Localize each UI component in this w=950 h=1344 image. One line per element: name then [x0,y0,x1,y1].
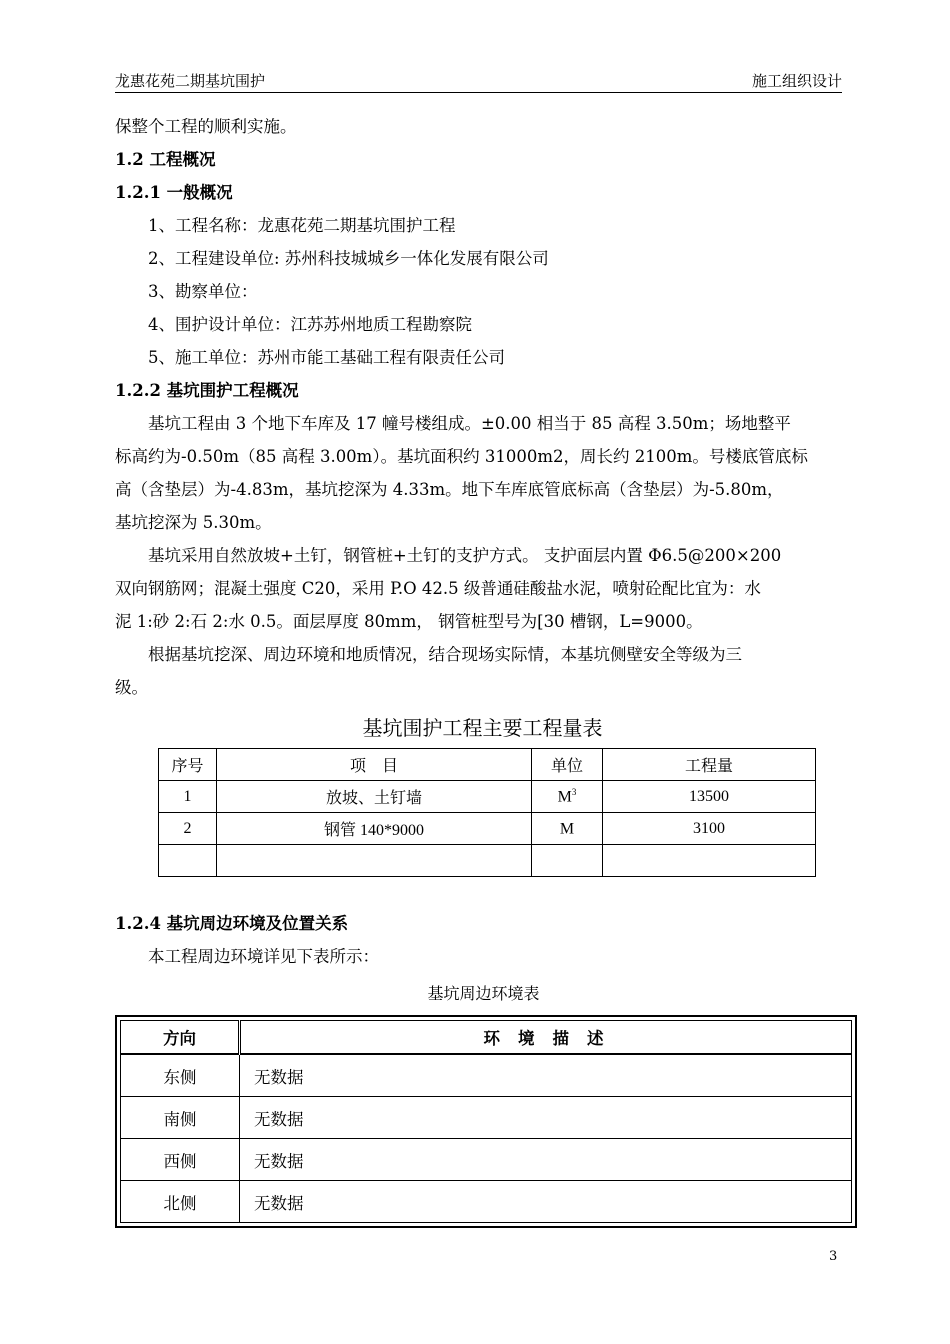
header-doc-type: 施工组织设计 [751,72,842,90]
header-cell-qty: 工程量 [603,749,816,781]
cell-qty: 3100 [603,813,816,845]
header-project-name: 龙惠花苑二期基坑围护 [115,72,266,90]
table-row [121,1097,852,1139]
cell-unit [532,813,603,845]
cell-qty [603,845,816,877]
table1-title: 基坑围护工程主要工程量表 [362,716,603,740]
paragraph-line: 基坑工程由 3 个地下车库及 17 幢号楼组成。±0.00 相当于 85 高程 3.50m；场地整平 [148,414,791,433]
table-header-row [121,1021,852,1055]
paragraph-line: 泥 1:砂 2:石 2:水 0.5。面层厚度 80mm， 钢管桩型号为[30 槽钢，L=9000。 [115,612,703,631]
table-row [159,845,816,877]
cell-description: 无数据 [240,1097,852,1139]
header-cell-description: 环境描述 [240,1021,852,1055]
header-cell-item: 项 目 [217,749,532,781]
continuation-line: 保整个工程的顺利实施。 [115,117,297,136]
header-cell-no: 序号 [159,749,217,781]
cell-direction: 西侧 [121,1139,240,1181]
heading-1-2-4: 1.2.4 基坑周边环境及位置关系 [115,914,349,933]
table2-title: 基坑周边环境表 [427,984,540,1003]
paragraph-line: 高（含垫层）为-4.83m，基坑挖深为 4.33m。地下车库底管底标高（含垫层）为-5.80m， [115,480,784,499]
list-item: 4、围护设计单位：江苏苏州地质工程勘察院 [148,315,472,334]
table-header-row [159,749,816,781]
page-header [115,70,842,93]
quantities-table [158,748,816,877]
cell-qty: 13500 [603,781,816,813]
cell-direction: 南侧 [121,1097,240,1139]
unit-text: M [559,820,575,838]
cell-direction: 东侧 [121,1054,240,1097]
cell-description: 无数据 [240,1139,852,1181]
table-row [159,813,816,845]
environment-table-frame [115,1015,857,1228]
unit-superscript: 3 [571,786,577,797]
section-intro: 本工程周边环境详见下表所示： [148,947,379,966]
cell-no: 2 [159,813,217,845]
table-row [121,1181,852,1223]
cell-unit [532,845,603,877]
paragraph-line: 基坑采用自然放坡+土钉，钢管桩+土钉的支护方式。 支护面层内置 Φ6.5@200×200 [148,546,782,565]
list-item: 1、工程名称：龙惠花苑二期基坑围护工程 [148,216,456,235]
table-row [121,1054,852,1097]
cell-item: 放坡、土钉墙 [217,781,532,813]
heading-1-2-1: 1.2.1 一般概况 [115,183,233,202]
table-row [121,1139,852,1181]
paragraph-line: 基坑挖深为 5.30m。 [115,513,272,532]
unit-text: M [557,788,572,806]
header-cell-direction: 方向 [121,1021,240,1055]
table-row [159,781,816,813]
heading-1-2-2: 1.2.2 基坑围护工程概况 [115,381,299,400]
cell-description: 无数据 [240,1181,852,1223]
cell-direction: 北侧 [121,1181,240,1223]
page-number: 3 [829,1249,838,1264]
heading-1-2: 1.2 工程概况 [115,150,216,169]
cell-description: 无数据 [240,1054,852,1097]
cell-item: 钢管 140*9000 [217,813,532,845]
list-item: 2、工程建设单位: 苏州科技城城乡一体化发展有限公司 [148,249,549,268]
cell-item [217,845,532,877]
paragraph-line: 根据基坑挖深、周边环境和地质情况，结合现场实际情，本基坑侧壁安全等级为三 [148,645,742,664]
paragraph-line: 双向钢筋网；混凝土强度 C20，采用 P.O 42.5 级普通硅酸盐水泥，喷射砼配比宜为：水 [115,579,761,598]
list-item: 3、勘察单位： [148,282,258,301]
header-cell-unit: 单位 [532,749,603,781]
list-item: 5、施工单位：苏州市能工基础工程有限责任公司 [148,348,505,367]
paragraph-line: 级。 [115,678,148,697]
paragraph-line: 标高约为-0.50m（85 高程 3.00m）。基坑面积约 31000m2，周长约 2100m。号楼底管底标 [115,447,808,466]
environment-table [120,1020,852,1223]
document-body [115,110,860,1228]
cell-unit [532,781,603,813]
cell-no [159,845,217,877]
cell-no: 1 [159,781,217,813]
